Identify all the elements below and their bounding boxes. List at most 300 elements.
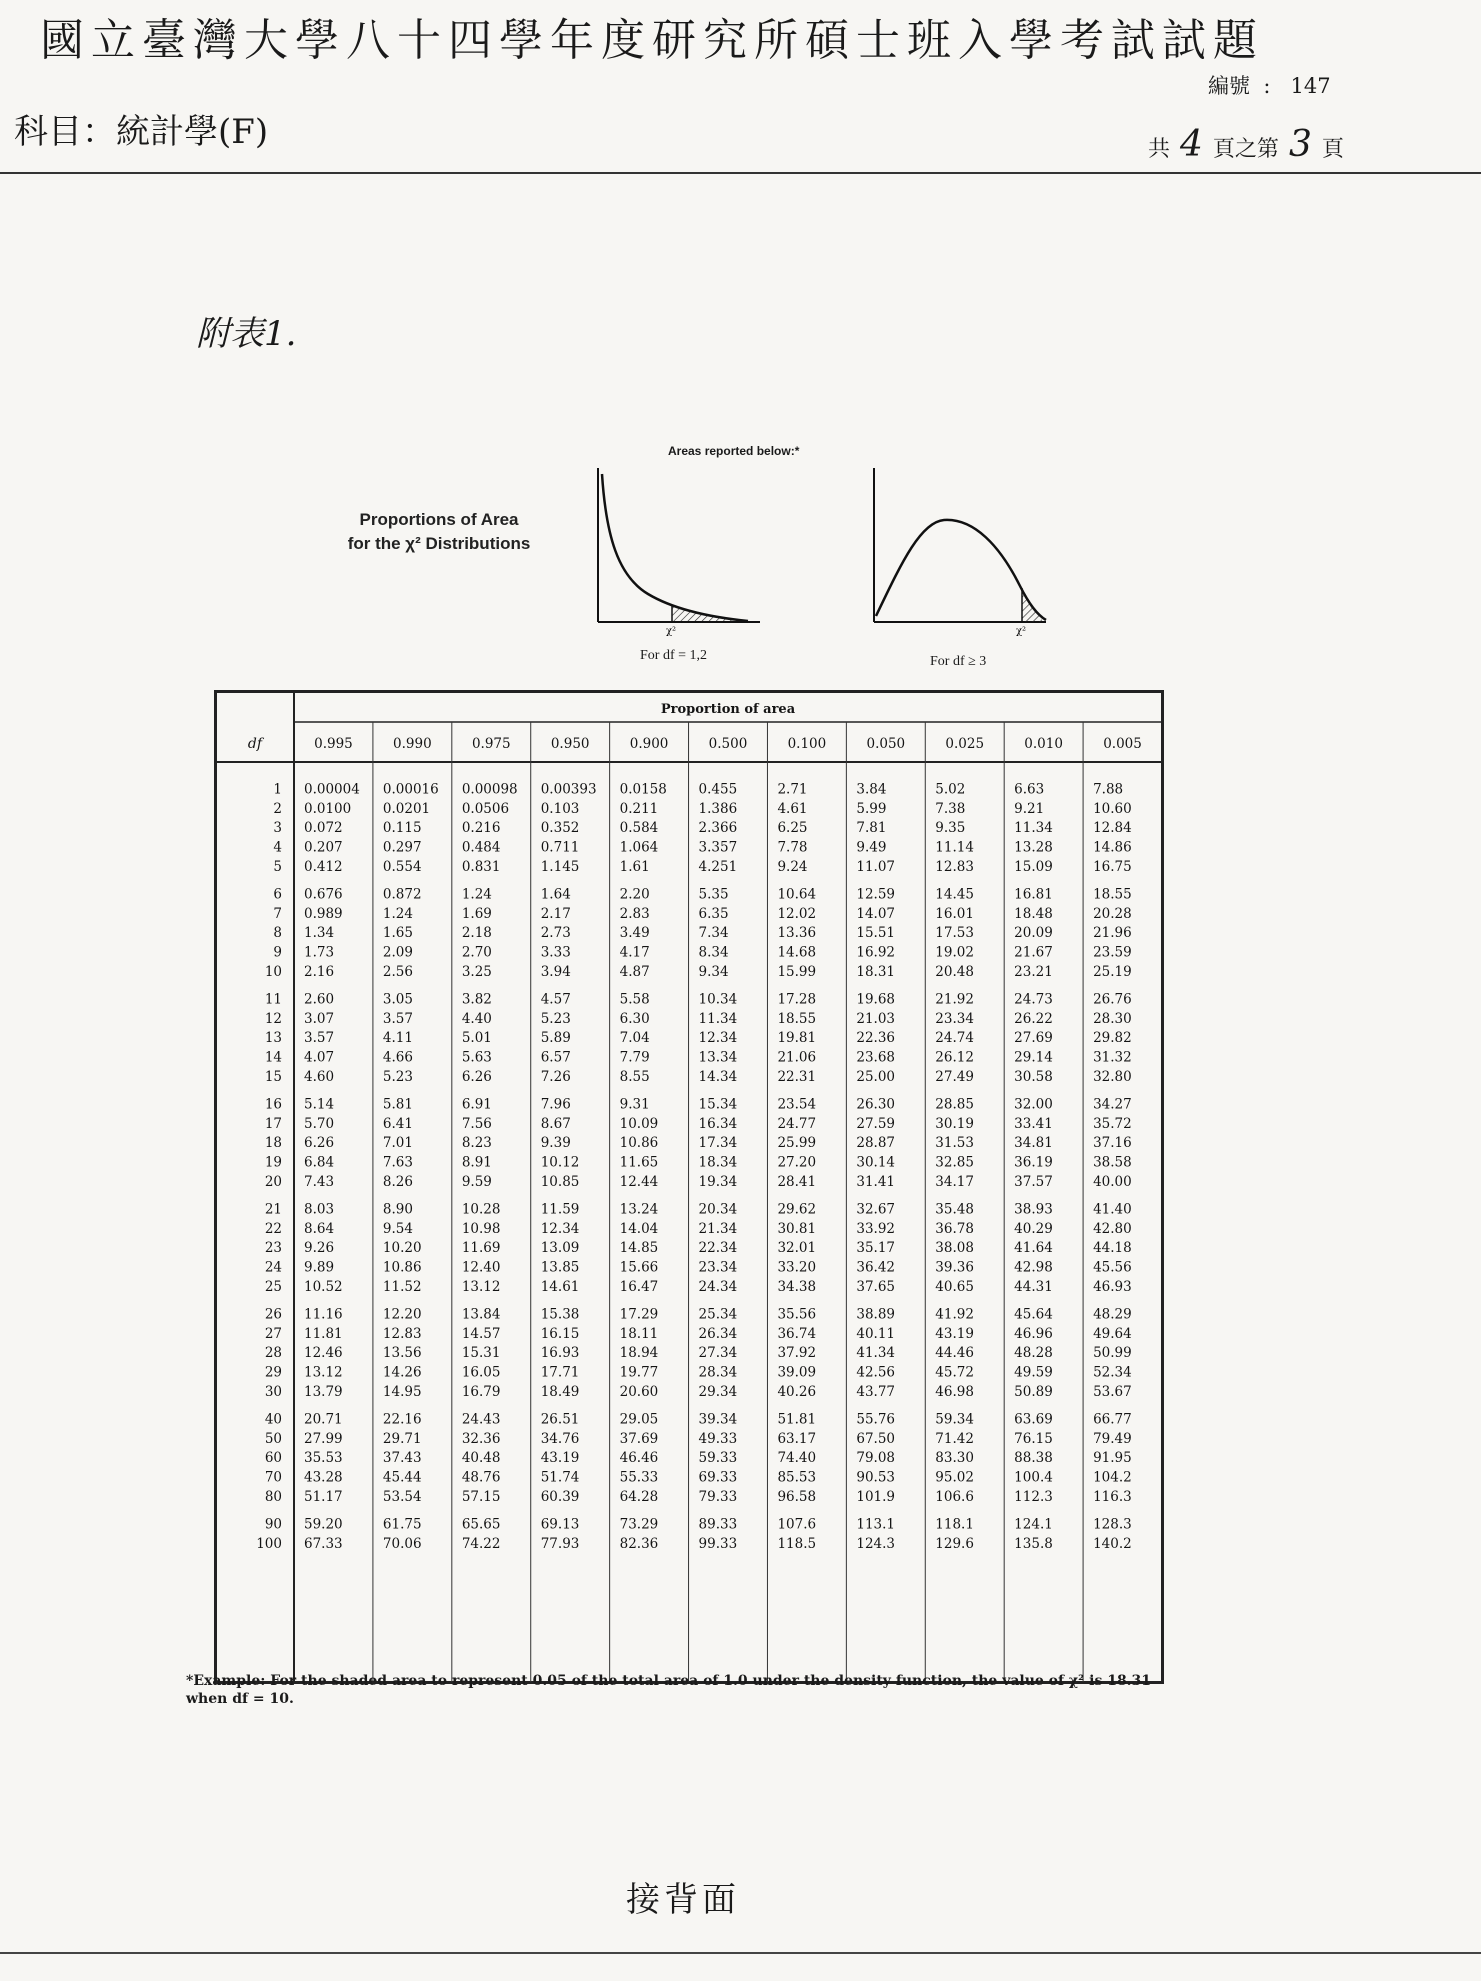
- table-cell: 15.31: [461, 1345, 501, 1362]
- df-value: 20: [264, 1174, 282, 1190]
- table-cell: 6.57: [540, 1049, 571, 1066]
- table-cell: 14.07: [856, 905, 896, 922]
- table-cell: 0.216: [461, 820, 501, 837]
- table-cell: 14.85: [619, 1240, 659, 1257]
- table-cell: 20.48: [935, 964, 974, 980]
- table-cell: 14.45: [935, 886, 974, 903]
- table-cell: 8.55: [619, 1069, 650, 1085]
- table-cell: 16.81: [1014, 886, 1053, 903]
- table-cell: 26.34: [698, 1325, 738, 1342]
- page-indicator: [1148, 124, 1344, 165]
- table-cell: 1.145: [540, 859, 580, 875]
- table-cell: 35.48: [935, 1201, 974, 1218]
- table-cell: 32.36: [461, 1430, 501, 1447]
- table-cell: 7.26: [540, 1069, 571, 1085]
- df-value: 17: [264, 1115, 282, 1132]
- table-cell: 19.02: [935, 944, 974, 961]
- table-cell: 7.43: [304, 1174, 335, 1190]
- table-cell: 35.56: [777, 1306, 817, 1323]
- table-cell: 17.28: [777, 991, 817, 1008]
- table-cell: 40.11: [856, 1325, 896, 1342]
- table-cell: 0.352: [540, 820, 580, 837]
- table-cell: 18.94: [619, 1345, 659, 1362]
- header-divider: [0, 172, 1481, 174]
- table-cell: 40.26: [777, 1384, 817, 1400]
- table-cell: 3.57: [304, 1030, 335, 1047]
- table-cell: 13.56: [382, 1345, 422, 1362]
- table-cell: 19.68: [856, 991, 896, 1008]
- column-header: 0.005: [1103, 736, 1142, 752]
- table-cell: 0.211: [619, 800, 659, 817]
- table-cell: 28.85: [935, 1096, 974, 1113]
- table-cell: 3.25: [461, 964, 492, 980]
- table-cell: 1.24: [382, 905, 413, 922]
- table-cell: 11.34: [698, 1010, 738, 1027]
- table-cell: 0.00016: [382, 781, 439, 798]
- table-cell: 22.31: [777, 1069, 817, 1085]
- table-cell: 4.57: [540, 991, 571, 1008]
- table-cell: 5.23: [540, 1010, 571, 1027]
- table-cell: 8.03: [304, 1201, 335, 1218]
- table-cell: 12.20: [382, 1306, 422, 1323]
- table-cell: 2.17: [540, 905, 571, 922]
- table-cell: 10.85: [540, 1174, 580, 1190]
- table-cell: 2.70: [461, 944, 492, 961]
- table-cell: 18.34: [698, 1154, 738, 1171]
- table-cell: 42.56: [856, 1364, 896, 1381]
- table-cell: 37.57: [1014, 1174, 1053, 1190]
- table-cell: 8.67: [540, 1115, 571, 1132]
- table-cell: 0.0506: [461, 800, 510, 817]
- table-cell: 7.38: [935, 800, 966, 817]
- table-cell: 43.28: [304, 1469, 343, 1486]
- table-cell: 25.00: [856, 1069, 896, 1085]
- table-cell: 35.53: [304, 1450, 343, 1467]
- table-cell: 16.34: [698, 1115, 738, 1132]
- df-value: 2: [273, 800, 282, 817]
- table-cell: 5.89: [540, 1030, 571, 1047]
- table-cell: 10.12: [540, 1154, 580, 1171]
- table-cell: 4.61: [777, 800, 808, 817]
- table-cell: 14.86: [1093, 839, 1132, 856]
- table-cell: 32.01: [777, 1240, 817, 1257]
- table-cell: 41.34: [856, 1345, 896, 1362]
- table-cell: 18.49: [540, 1384, 580, 1400]
- chi-square-curve-df-1-2: [588, 466, 768, 636]
- column-header: 0.500: [708, 736, 748, 752]
- table-cell: 23.59: [1093, 944, 1132, 961]
- table-cell: 9.59: [461, 1174, 492, 1190]
- df-value: 23: [264, 1240, 282, 1257]
- table-cell: 63.17: [777, 1430, 817, 1447]
- table-cell: 7.96: [540, 1096, 571, 1113]
- table-cell: 1.386: [698, 800, 738, 817]
- table-cell: 135.8: [1014, 1535, 1053, 1552]
- table-cell: 4.87: [619, 964, 650, 980]
- table-cell: 9.31: [619, 1096, 650, 1113]
- panel2-label: For df ≥ 3: [930, 654, 987, 669]
- table-cell: 15.99: [777, 964, 817, 980]
- exam-code: [1208, 70, 1331, 100]
- table-cell: 64.28: [619, 1489, 659, 1505]
- table-cell: 1.73: [304, 944, 335, 961]
- table-cell: 34.81: [1014, 1135, 1053, 1152]
- table-cell: 5.35: [698, 886, 729, 903]
- table-cell: 116.3: [1093, 1489, 1132, 1505]
- table-cell: 55.76: [856, 1411, 896, 1428]
- table-cell: 11.59: [540, 1201, 580, 1218]
- df-value: 3: [273, 820, 282, 837]
- df-value: 1: [273, 781, 282, 798]
- table-cell: 9.34: [698, 964, 729, 980]
- table-cell: 106.6: [935, 1489, 974, 1505]
- table-cell: 0.872: [382, 886, 422, 903]
- table-cell: 76.15: [1014, 1430, 1053, 1447]
- table-cell: 22.36: [856, 1030, 896, 1047]
- chi-square-table: [216, 692, 1162, 1682]
- df-value: 50: [264, 1430, 282, 1447]
- table-cell: 27.59: [856, 1115, 896, 1132]
- column-header: 0.900: [629, 736, 669, 752]
- table-cell: 13.12: [461, 1279, 501, 1295]
- table-cell: 37.69: [619, 1430, 659, 1447]
- df-value: 4: [273, 839, 282, 856]
- table-cell: 24.43: [461, 1411, 501, 1428]
- table-cell: 39.36: [935, 1259, 974, 1276]
- table-cell: 2.366: [698, 820, 738, 837]
- table-cell: 25.19: [1093, 964, 1132, 980]
- table-cell: 36.42: [856, 1259, 896, 1276]
- table-cell: 0.00393: [540, 781, 597, 798]
- table-cell: 23.34: [698, 1259, 738, 1276]
- table-cell: 90.53: [856, 1469, 896, 1486]
- df-value: 15: [264, 1069, 282, 1085]
- table-cell: 21.67: [1014, 944, 1053, 961]
- table-cell: 9.89: [304, 1259, 335, 1276]
- table-cell: 44.46: [935, 1345, 974, 1362]
- table-cell: 21.92: [935, 991, 974, 1008]
- table-cell: 118.5: [777, 1535, 817, 1552]
- table-cell: 0.484: [461, 839, 501, 856]
- table-cell: 11.07: [856, 859, 896, 875]
- page-mid-text: 頁之第: [1212, 137, 1279, 162]
- table-cell: 45.72: [935, 1364, 974, 1381]
- table-cell: 3.33: [540, 944, 571, 961]
- table-cell: 29.71: [382, 1430, 422, 1447]
- df-value: 16: [264, 1096, 282, 1113]
- table-cell: 0.584: [619, 820, 659, 837]
- table-cell: 77.93: [540, 1535, 580, 1552]
- table-cell: 129.6: [935, 1535, 974, 1552]
- table-cell: 30.14: [856, 1154, 896, 1171]
- table-cell: 9.39: [540, 1135, 571, 1152]
- table-cell: 99.33: [698, 1535, 738, 1552]
- table-cell: 26.76: [1093, 991, 1132, 1008]
- df-value: 100: [256, 1535, 282, 1552]
- figure-title-line2: for the χ² Distributions: [347, 534, 531, 553]
- table-cell: 28.34: [698, 1364, 738, 1381]
- table-cell: 2.60: [304, 991, 335, 1008]
- table-cell: 28.87: [856, 1135, 896, 1152]
- table-cell: 37.65: [856, 1279, 896, 1295]
- table-cell: 31.41: [856, 1174, 896, 1190]
- table-cell: 67.33: [304, 1535, 343, 1552]
- df-value: 13: [264, 1030, 282, 1047]
- table-cell: 69.33: [698, 1469, 738, 1486]
- df-value: 9: [273, 944, 282, 961]
- table-cell: 10.09: [619, 1115, 659, 1132]
- table-cell: 83.30: [935, 1450, 974, 1467]
- bottom-divider: [0, 1952, 1481, 1954]
- table-cell: 16.15: [540, 1325, 580, 1342]
- table-cell: 39.09: [777, 1364, 817, 1381]
- table-cell: 0.0100: [304, 800, 352, 817]
- table-cell: 0.0158: [619, 781, 667, 798]
- table-cell: 0.297: [382, 839, 422, 856]
- table-cell: 13.24: [619, 1201, 659, 1218]
- table-cell: 101.9: [856, 1489, 896, 1505]
- table-cell: 30.81: [777, 1220, 817, 1237]
- table-cell: 0.00098: [461, 781, 518, 798]
- table-cell: 18.11: [619, 1325, 659, 1342]
- figure-title: [314, 508, 564, 556]
- table-cell: 118.1: [935, 1516, 974, 1533]
- figure-caption: Areas reported below:*: [668, 444, 800, 458]
- table-cell: 0.554: [382, 859, 422, 875]
- df-value: 25: [264, 1279, 282, 1295]
- table-cell: 18.55: [1093, 886, 1132, 903]
- table-cell: 29.14: [1014, 1049, 1053, 1066]
- table-cell: 21.34: [698, 1220, 738, 1237]
- table-cell: 16.79: [461, 1384, 501, 1400]
- table-cell: 46.46: [619, 1450, 659, 1467]
- table-cell: 3.57: [382, 1010, 413, 1027]
- table-cell: 18.55: [777, 1010, 817, 1027]
- table-cell: 36.74: [777, 1325, 817, 1342]
- table-cell: 104.2: [1093, 1469, 1132, 1486]
- table-cell: 1.064: [619, 839, 659, 856]
- table-cell: 19.77: [619, 1364, 659, 1381]
- table-cell: 53.54: [382, 1489, 422, 1505]
- table-cell: 12.83: [935, 859, 974, 875]
- table-cell: 28.30: [1093, 1010, 1132, 1027]
- table-cell: 9.21: [1014, 800, 1045, 817]
- table-cell: 41.40: [1093, 1201, 1132, 1218]
- table-cell: 8.34: [698, 944, 729, 961]
- table-cell: 9.24: [777, 859, 808, 875]
- table-cell: 51.74: [540, 1469, 580, 1486]
- table-cell: 11.52: [382, 1279, 422, 1295]
- column-header: 0.990: [393, 736, 432, 752]
- table-cell: 20.09: [1014, 925, 1053, 942]
- table-cell: 19.34: [698, 1174, 738, 1190]
- table-cell: 14.57: [461, 1325, 501, 1342]
- df-value: 11: [264, 991, 282, 1008]
- table-cell: 6.35: [698, 905, 729, 922]
- table-cell: 4.60: [304, 1069, 335, 1085]
- table-cell: 96.58: [777, 1489, 817, 1505]
- table-cell: 14.26: [382, 1364, 422, 1381]
- table-cell: 24.74: [935, 1030, 974, 1047]
- table-cell: 63.69: [1014, 1411, 1053, 1428]
- table-cell: 89.33: [698, 1516, 738, 1533]
- df-value: 5: [273, 859, 282, 875]
- table-cell: 43.19: [935, 1325, 974, 1342]
- df-value: 90: [264, 1516, 282, 1533]
- density-curve: [876, 520, 1046, 620]
- table-cell: 42.80: [1093, 1220, 1132, 1237]
- table-cell: 0.989: [304, 905, 343, 922]
- table-cell: 17.71: [540, 1364, 580, 1381]
- table-cell: 21.03: [856, 1010, 896, 1027]
- table-cell: 33.41: [1014, 1115, 1053, 1132]
- df-value: 27: [264, 1325, 282, 1342]
- table-cell: 8.64: [304, 1220, 335, 1237]
- table-cell: 49.59: [1014, 1364, 1053, 1381]
- table-cell: 5.58: [619, 991, 650, 1008]
- table-cell: 51.81: [777, 1411, 817, 1428]
- table-cell: 13.34: [698, 1049, 738, 1066]
- table-cell: 7.78: [777, 839, 808, 856]
- table-cell: 3.84: [856, 781, 887, 798]
- df-value: 22: [264, 1220, 282, 1237]
- table-cell: 1.64: [540, 886, 571, 903]
- table-cell: 34.17: [935, 1174, 974, 1190]
- table-cell: 11.69: [461, 1240, 501, 1257]
- df-value: 19: [264, 1154, 282, 1171]
- chi-square-marker: χ²: [666, 626, 677, 636]
- table-cell: 6.63: [1014, 781, 1045, 798]
- table-cell: 60.39: [540, 1489, 580, 1505]
- table-cell: 59.34: [935, 1411, 974, 1428]
- df-value: 18: [264, 1135, 282, 1152]
- table-cell: 16.01: [935, 905, 974, 922]
- table-cell: 3.357: [698, 839, 738, 856]
- df-value: 26: [264, 1306, 282, 1323]
- table-cell: 37.16: [1093, 1135, 1132, 1152]
- table-cell: 2.20: [619, 886, 650, 903]
- table-cell: 55.33: [619, 1469, 659, 1486]
- table-cell: 17.53: [935, 925, 974, 942]
- table-cell: 34.27: [1093, 1096, 1132, 1113]
- table-cell: 10.52: [304, 1279, 343, 1295]
- table-cell: 40.29: [1014, 1220, 1053, 1237]
- table-cell: 40.48: [461, 1450, 501, 1467]
- table-cell: 85.53: [777, 1469, 817, 1486]
- table-cell: 16.92: [856, 944, 896, 961]
- table-cell: 7.81: [856, 820, 887, 837]
- subject-label: 科目：統計學(F): [14, 112, 269, 152]
- table-cell: 23.34: [935, 1010, 974, 1027]
- table-cell: 29.34: [698, 1384, 738, 1400]
- table-cell: 29.62: [777, 1201, 817, 1218]
- table-cell: 12.40: [461, 1259, 501, 1276]
- table-cell: 43.19: [540, 1450, 580, 1467]
- chi-square-curve-df-3-plus: [870, 466, 1050, 636]
- table-cell: 11.65: [619, 1154, 659, 1171]
- df-column-header: df: [247, 736, 263, 752]
- table-cell: 31.32: [1093, 1049, 1132, 1066]
- table-cell: 6.84: [304, 1154, 335, 1171]
- table-cell: 2.16: [304, 964, 335, 980]
- df-value: 40: [264, 1411, 282, 1428]
- table-cell: 27.69: [1014, 1030, 1053, 1047]
- table-cell: 33.92: [856, 1220, 896, 1237]
- exam-code-value: 147: [1290, 74, 1331, 98]
- table-cell: 10.28: [461, 1201, 501, 1218]
- table-cell: 17.29: [619, 1306, 659, 1323]
- table-cell: 5.63: [461, 1049, 492, 1066]
- table-cell: 13.36: [777, 925, 817, 942]
- table-cell: 5.70: [304, 1115, 335, 1132]
- table-cell: 24.73: [1014, 991, 1053, 1008]
- table-cell: 70.06: [382, 1535, 422, 1552]
- table-cell: 20.60: [619, 1384, 659, 1400]
- table-cell: 27.34: [698, 1345, 738, 1362]
- table-cell: 35.17: [856, 1240, 896, 1257]
- table-cell: 113.1: [856, 1516, 896, 1533]
- density-curve: [602, 474, 748, 621]
- table-cell: 36.19: [1014, 1154, 1053, 1171]
- figure-title-line1: Proportions of Area: [359, 510, 519, 529]
- table-cell: 10.20: [382, 1240, 422, 1257]
- df-value: 7: [273, 905, 282, 922]
- column-header: 0.050: [866, 736, 906, 752]
- table-cell: 33.20: [777, 1259, 817, 1276]
- table-cell: 25.99: [777, 1135, 817, 1152]
- table-cell: 88.38: [1014, 1450, 1053, 1467]
- table-cell: 41.64: [1014, 1240, 1053, 1257]
- page-suffix: 頁: [1321, 137, 1344, 162]
- table-cell: 31.53: [935, 1135, 974, 1152]
- table-cell: 14.68: [777, 944, 817, 961]
- table-cell: 27.99: [304, 1430, 343, 1447]
- table-cell: 7.01: [382, 1135, 413, 1152]
- table-cell: 23.68: [856, 1049, 896, 1066]
- table-cell: 45.44: [382, 1469, 422, 1486]
- table-cell: 46.98: [935, 1384, 974, 1400]
- table-cell: 2.18: [461, 925, 492, 942]
- table-cell: 10.98: [461, 1220, 501, 1237]
- df-value: 6: [273, 886, 282, 903]
- df-value: 12: [264, 1010, 282, 1027]
- table-cell: 20.28: [1093, 905, 1132, 922]
- table-cell: 95.02: [935, 1469, 974, 1486]
- proportion-of-area-header: Proportion of area: [660, 702, 796, 717]
- table-cell: 32.67: [856, 1201, 896, 1218]
- table-cell: 8.91: [461, 1154, 492, 1171]
- table-cell: 46.96: [1014, 1325, 1053, 1342]
- table-cell: 45.64: [1014, 1306, 1053, 1323]
- table-cell: 32.85: [935, 1154, 974, 1171]
- table-cell: 10.34: [698, 991, 738, 1008]
- df-value: 28: [264, 1345, 282, 1362]
- df-value: 70: [264, 1469, 282, 1486]
- table-cell: 0.711: [540, 839, 580, 856]
- table-cell: 48.76: [461, 1469, 501, 1486]
- df-value: 29: [264, 1364, 282, 1381]
- table-cell: 112.3: [1014, 1489, 1053, 1505]
- table-cell: 16.47: [619, 1279, 659, 1295]
- table-cell: 53.67: [1093, 1384, 1132, 1400]
- table-cell: 0.072: [304, 820, 343, 837]
- column-header: 0.010: [1024, 736, 1063, 752]
- column-header: 0.950: [550, 736, 590, 752]
- table-cell: 5.01: [461, 1030, 492, 1047]
- table-cell: 12.34: [540, 1220, 580, 1237]
- table-cell: 10.86: [619, 1135, 659, 1152]
- table-cell: 49.64: [1093, 1325, 1132, 1342]
